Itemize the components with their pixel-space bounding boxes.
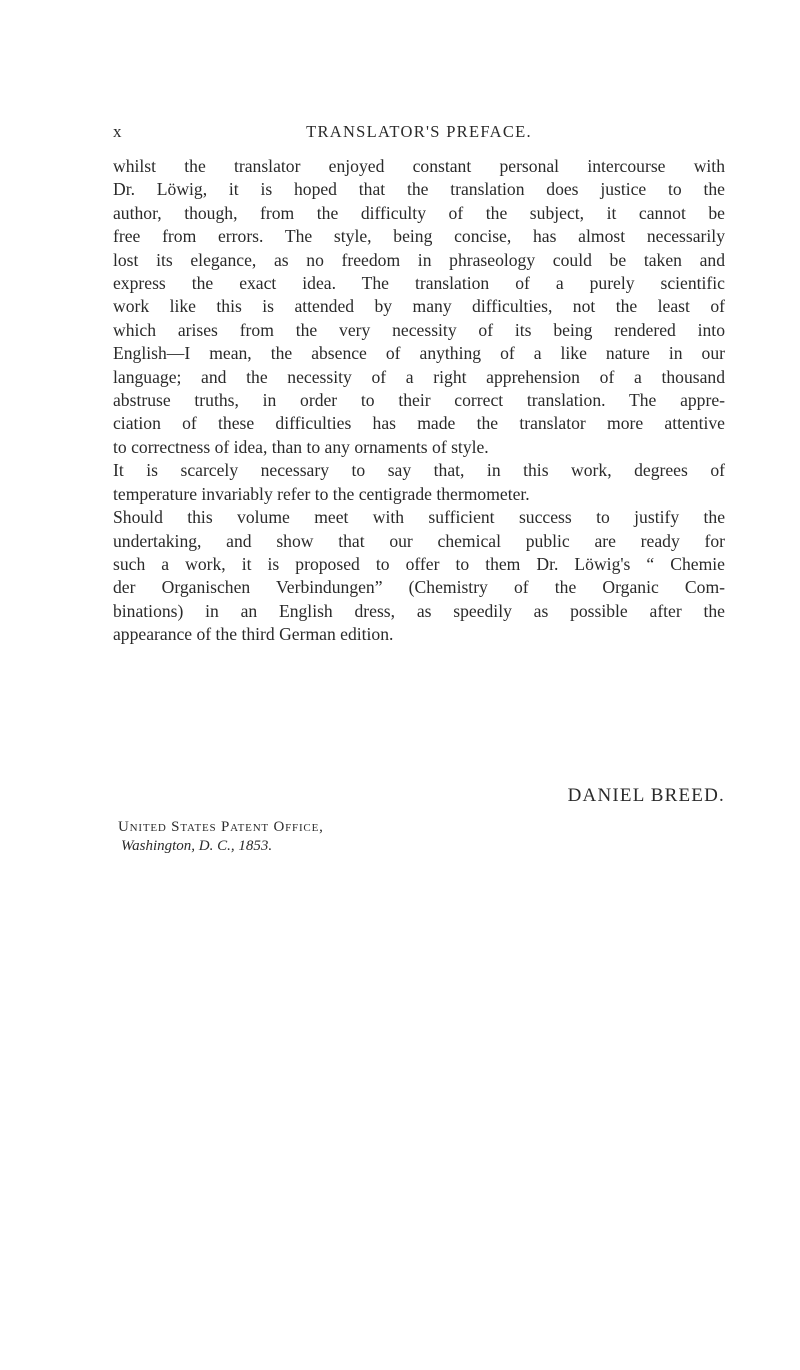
text-line: appearance of the third German edition. [113, 624, 394, 645]
page-header [113, 122, 725, 148]
text-line: author, though, from the difficulty of the subject, it cannot be [113, 202, 725, 223]
address-block [118, 818, 324, 856]
text-line: temperature invariably refer to the centigrade thermometer. [113, 483, 530, 504]
page-number: x [113, 122, 123, 141]
place-date-line: Washington, D. C., 1853. [121, 838, 273, 854]
text-line: undertaking, and show that our chemical public are ready for [113, 530, 725, 551]
text-line: to correctness of idea, than to any ornaments of style. [113, 436, 489, 457]
body-text [113, 155, 725, 647]
running-head: TRANSLATOR'S PREFACE. [306, 122, 532, 141]
text-line: such a work, it is proposed to offer to them Dr. Löwig's “ Chemie [113, 553, 725, 574]
text-line: binations) in an English dress, as speedily as possible after the [113, 600, 725, 621]
text-line: It is scarcely necessary to say that, in this work, degrees of [113, 460, 725, 481]
text-line: lost its elegance, as no freedom in phraseology could be taken and [113, 249, 725, 270]
office-line: United States Patent Office, [118, 819, 324, 835]
text-line: free from errors. The style, being concise, has almost necessarily [113, 226, 725, 247]
text-line: Dr. Löwig, it is hoped that the translation does justice to the [113, 179, 725, 200]
text-line: express the exact idea. The translation of a purely scientific [113, 273, 725, 294]
text-line: ciation of these difficulties has made the translator more attentive [113, 413, 725, 434]
text-line: whilst the translator enjoyed constant personal intercourse with [113, 156, 725, 176]
text-line: English—I mean, the absence of anything of a like nature in our [113, 343, 725, 364]
text-line: der Organischen Verbindungen” (Chemistry of the Organic Com- [113, 577, 725, 598]
text-line: Should this volume meet with sufficient success to justify the [113, 507, 725, 528]
text-line: which arises from the very necessity of its being rendered into [113, 319, 725, 340]
text-line: work like this is attended by many difficulties, not the least of [113, 296, 725, 317]
text-line: language; and the necessity of a right apprehension of a thousand [113, 366, 725, 387]
signature: DANIEL BREED. [567, 785, 725, 806]
text-line: abstruse truths, in order to their correct translation. The appre- [113, 390, 725, 411]
